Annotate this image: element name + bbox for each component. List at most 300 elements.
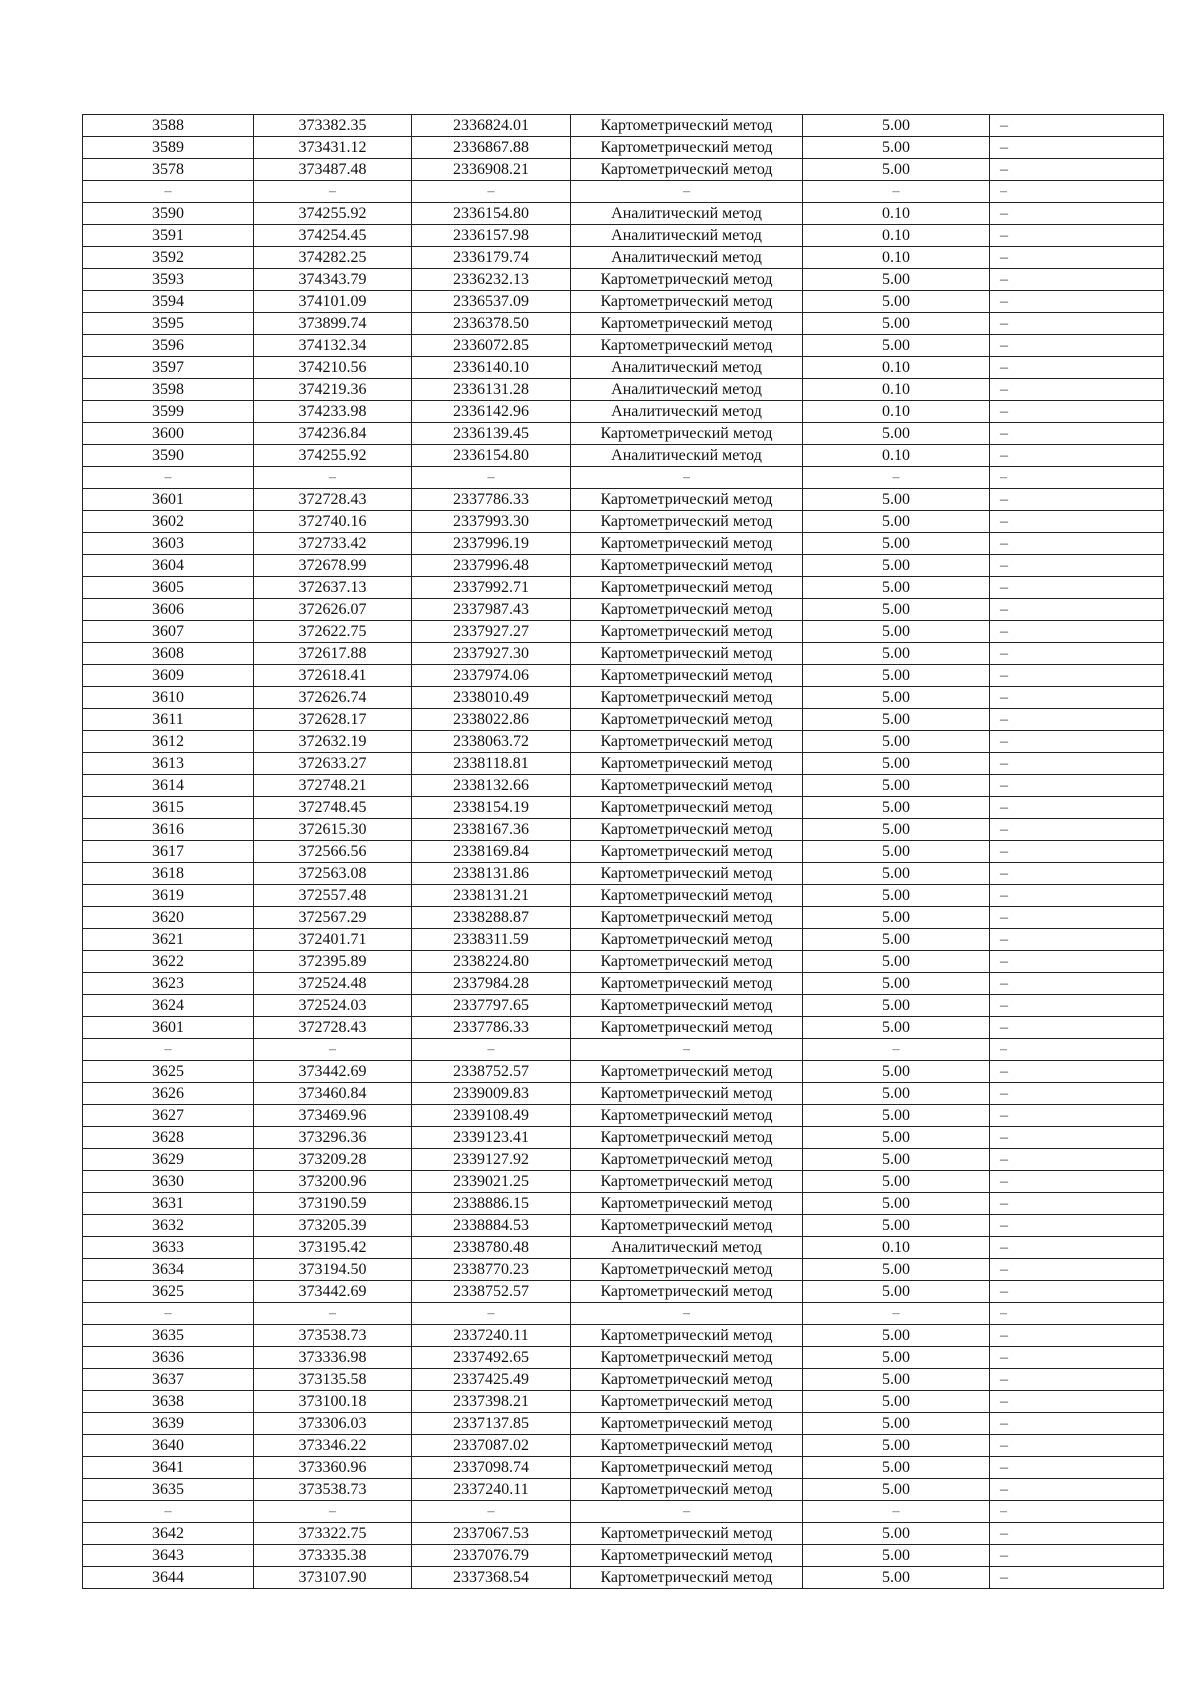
table-row xyxy=(83,225,1164,247)
point-number-cell: 3605 xyxy=(83,577,254,599)
method-cell: Аналитический метод xyxy=(571,445,803,467)
point-number-cell: 3617 xyxy=(83,841,254,863)
note-cell: – xyxy=(990,423,1164,445)
note-cell: – xyxy=(990,1083,1164,1105)
y-coordinate-cell: 2339009.83 xyxy=(412,1083,571,1105)
table-row xyxy=(83,181,1164,203)
x-coordinate-cell: 373335.38 xyxy=(254,1545,412,1567)
method-cell: Картометрический метод xyxy=(571,1369,803,1391)
accuracy-cell: 5.00 xyxy=(803,665,990,687)
x-coordinate-cell: 372626.74 xyxy=(254,687,412,709)
method-cell: – xyxy=(571,1501,803,1523)
x-coordinate-cell: 372728.43 xyxy=(254,489,412,511)
table-row xyxy=(83,841,1164,863)
x-coordinate-cell: 373322.75 xyxy=(254,1523,412,1545)
table-row xyxy=(83,1567,1164,1589)
table-row xyxy=(83,1325,1164,1347)
method-cell: Картометрический метод xyxy=(571,1083,803,1105)
y-coordinate-cell: 2336154.80 xyxy=(412,445,571,467)
table-row xyxy=(83,797,1164,819)
accuracy-cell: 5.00 xyxy=(803,1567,990,1589)
y-coordinate-cell: 2338288.87 xyxy=(412,907,571,929)
x-coordinate-cell: 372566.56 xyxy=(254,841,412,863)
accuracy-cell: 0.10 xyxy=(803,247,990,269)
method-cell: Картометрический метод xyxy=(571,863,803,885)
table-row xyxy=(83,929,1164,951)
point-number-cell: 3642 xyxy=(83,1523,254,1545)
point-number-cell: – xyxy=(83,1303,254,1325)
x-coordinate-cell: 374219.36 xyxy=(254,379,412,401)
point-number-cell: 3633 xyxy=(83,1237,254,1259)
y-coordinate-cell: 2337786.33 xyxy=(412,1017,571,1039)
method-cell: Картометрический метод xyxy=(571,1545,803,1567)
accuracy-cell: 5.00 xyxy=(803,313,990,335)
point-number-cell: 3594 xyxy=(83,291,254,313)
method-cell: Картометрический метод xyxy=(571,973,803,995)
method-cell: Картометрический метод xyxy=(571,1457,803,1479)
table-row xyxy=(83,1281,1164,1303)
x-coordinate-cell: 372633.27 xyxy=(254,753,412,775)
table-row xyxy=(83,1369,1164,1391)
y-coordinate-cell: 2338752.57 xyxy=(412,1061,571,1083)
y-coordinate-cell: 2338169.84 xyxy=(412,841,571,863)
point-number-cell: 3636 xyxy=(83,1347,254,1369)
accuracy-cell: 5.00 xyxy=(803,489,990,511)
accuracy-cell: 5.00 xyxy=(803,1127,990,1149)
accuracy-cell: 5.00 xyxy=(803,709,990,731)
note-cell: – xyxy=(990,1039,1164,1061)
table-row xyxy=(83,379,1164,401)
table-row xyxy=(83,709,1164,731)
accuracy-cell: 5.00 xyxy=(803,291,990,313)
note-cell: – xyxy=(990,511,1164,533)
x-coordinate-cell: 372563.08 xyxy=(254,863,412,885)
note-cell: – xyxy=(990,181,1164,203)
note-cell: – xyxy=(990,115,1164,137)
method-cell: Картометрический метод xyxy=(571,1127,803,1149)
accuracy-cell: 5.00 xyxy=(803,995,990,1017)
x-coordinate-cell: 373487.48 xyxy=(254,159,412,181)
table-row xyxy=(83,687,1164,709)
method-cell: Аналитический метод xyxy=(571,379,803,401)
x-coordinate-cell: 372740.16 xyxy=(254,511,412,533)
note-cell: – xyxy=(990,313,1164,335)
y-coordinate-cell: 2337987.43 xyxy=(412,599,571,621)
point-number-cell: 3603 xyxy=(83,533,254,555)
note-cell: – xyxy=(990,1413,1164,1435)
table-row xyxy=(83,203,1164,225)
accuracy-cell: 5.00 xyxy=(803,423,990,445)
note-cell: – xyxy=(990,291,1164,313)
point-number-cell: 3601 xyxy=(83,489,254,511)
x-coordinate-cell: 373346.22 xyxy=(254,1435,412,1457)
y-coordinate-cell: 2338770.23 xyxy=(412,1259,571,1281)
table-row xyxy=(83,1259,1164,1281)
y-coordinate-cell: 2338022.86 xyxy=(412,709,571,731)
note-cell: – xyxy=(990,203,1164,225)
note-cell: – xyxy=(990,1215,1164,1237)
point-number-cell: 3631 xyxy=(83,1193,254,1215)
note-cell: – xyxy=(990,1149,1164,1171)
point-number-cell: – xyxy=(83,1039,254,1061)
note-cell: – xyxy=(990,269,1164,291)
table-row xyxy=(83,1545,1164,1567)
accuracy-cell: 5.00 xyxy=(803,1523,990,1545)
x-coordinate-cell: 372524.48 xyxy=(254,973,412,995)
method-cell: Картометрический метод xyxy=(571,907,803,929)
accuracy-cell: 0.10 xyxy=(803,379,990,401)
table-row xyxy=(83,1413,1164,1435)
method-cell: Картометрический метод xyxy=(571,599,803,621)
table-row xyxy=(83,621,1164,643)
method-cell: Картометрический метод xyxy=(571,1325,803,1347)
method-cell: Картометрический метод xyxy=(571,995,803,1017)
point-number-cell: 3641 xyxy=(83,1457,254,1479)
point-number-cell: 3593 xyxy=(83,269,254,291)
y-coordinate-cell: 2338154.19 xyxy=(412,797,571,819)
accuracy-cell: 5.00 xyxy=(803,269,990,291)
table-row xyxy=(83,1479,1164,1501)
point-number-cell: 3596 xyxy=(83,335,254,357)
x-coordinate-cell: 373107.90 xyxy=(254,1567,412,1589)
point-number-cell: 3615 xyxy=(83,797,254,819)
table-row xyxy=(83,1149,1164,1171)
x-coordinate-cell: 372567.29 xyxy=(254,907,412,929)
note-cell: – xyxy=(990,335,1164,357)
x-coordinate-cell: 373135.58 xyxy=(254,1369,412,1391)
point-number-cell: 3592 xyxy=(83,247,254,269)
method-cell: Картометрический метод xyxy=(571,929,803,951)
y-coordinate-cell: 2338131.86 xyxy=(412,863,571,885)
point-number-cell: 3634 xyxy=(83,1259,254,1281)
point-number-cell: 3629 xyxy=(83,1149,254,1171)
y-coordinate-cell: 2338752.57 xyxy=(412,1281,571,1303)
note-cell: – xyxy=(990,731,1164,753)
y-coordinate-cell: 2338010.49 xyxy=(412,687,571,709)
point-number-cell: 3625 xyxy=(83,1061,254,1083)
x-coordinate-cell: 373190.59 xyxy=(254,1193,412,1215)
note-cell: – xyxy=(990,137,1164,159)
accuracy-cell: 5.00 xyxy=(803,1017,990,1039)
note-cell: – xyxy=(990,841,1164,863)
table-row xyxy=(83,885,1164,907)
y-coordinate-cell: – xyxy=(412,467,571,489)
table-row xyxy=(83,247,1164,269)
x-coordinate-cell: – xyxy=(254,1039,412,1061)
accuracy-cell: 5.00 xyxy=(803,1171,990,1193)
y-coordinate-cell: 2336157.98 xyxy=(412,225,571,247)
point-number-cell: 3622 xyxy=(83,951,254,973)
note-cell: – xyxy=(990,1259,1164,1281)
point-number-cell: 3614 xyxy=(83,775,254,797)
x-coordinate-cell: 374343.79 xyxy=(254,269,412,291)
point-number-cell: 3601 xyxy=(83,1017,254,1039)
accuracy-cell: 5.00 xyxy=(803,731,990,753)
y-coordinate-cell: 2337240.11 xyxy=(412,1325,571,1347)
y-coordinate-cell: – xyxy=(412,181,571,203)
note-cell: – xyxy=(990,467,1164,489)
point-number-cell: 3578 xyxy=(83,159,254,181)
x-coordinate-cell: – xyxy=(254,1501,412,1523)
x-coordinate-cell: 373296.36 xyxy=(254,1127,412,1149)
table-row xyxy=(83,1017,1164,1039)
method-cell: Картометрический метод xyxy=(571,819,803,841)
x-coordinate-cell: 374236.84 xyxy=(254,423,412,445)
point-number-cell: – xyxy=(83,1501,254,1523)
note-cell: – xyxy=(990,1567,1164,1589)
point-number-cell: 3623 xyxy=(83,973,254,995)
table-row xyxy=(83,115,1164,137)
point-number-cell: 3644 xyxy=(83,1567,254,1589)
point-number-cell: 3589 xyxy=(83,137,254,159)
table-row xyxy=(83,1435,1164,1457)
table-row xyxy=(83,863,1164,885)
method-cell: Картометрический метод xyxy=(571,1523,803,1545)
note-cell: – xyxy=(990,973,1164,995)
note-cell: – xyxy=(990,1193,1164,1215)
method-cell: Картометрический метод xyxy=(571,1193,803,1215)
accuracy-cell: 5.00 xyxy=(803,1325,990,1347)
accuracy-cell: 5.00 xyxy=(803,1083,990,1105)
y-coordinate-cell: – xyxy=(412,1039,571,1061)
x-coordinate-cell: 373538.73 xyxy=(254,1325,412,1347)
note-cell: – xyxy=(990,797,1164,819)
note-cell: – xyxy=(990,1501,1164,1523)
accuracy-cell: 5.00 xyxy=(803,819,990,841)
accuracy-cell: 5.00 xyxy=(803,1457,990,1479)
y-coordinate-cell: 2338224.80 xyxy=(412,951,571,973)
table-row xyxy=(83,951,1164,973)
point-number-cell: 3637 xyxy=(83,1369,254,1391)
y-coordinate-cell: 2337984.28 xyxy=(412,973,571,995)
x-coordinate-cell: 373306.03 xyxy=(254,1413,412,1435)
accuracy-cell: 0.10 xyxy=(803,225,990,247)
point-number-cell: 3602 xyxy=(83,511,254,533)
x-coordinate-cell: 373442.69 xyxy=(254,1281,412,1303)
x-coordinate-cell: 373100.18 xyxy=(254,1391,412,1413)
y-coordinate-cell: 2337927.30 xyxy=(412,643,571,665)
accuracy-cell: 5.00 xyxy=(803,753,990,775)
y-coordinate-cell: 2337996.19 xyxy=(412,533,571,555)
accuracy-cell: 5.00 xyxy=(803,1061,990,1083)
note-cell: – xyxy=(990,379,1164,401)
table-row xyxy=(83,335,1164,357)
method-cell: Картометрический метод xyxy=(571,313,803,335)
accuracy-cell: 5.00 xyxy=(803,1149,990,1171)
table-row xyxy=(83,907,1164,929)
point-number-cell: 3635 xyxy=(83,1325,254,1347)
table-row xyxy=(83,533,1164,555)
table-row xyxy=(83,159,1164,181)
note-cell: – xyxy=(990,1457,1164,1479)
x-coordinate-cell: 372632.19 xyxy=(254,731,412,753)
x-coordinate-cell: 372615.30 xyxy=(254,819,412,841)
method-cell: Картометрический метод xyxy=(571,885,803,907)
accuracy-cell: 5.00 xyxy=(803,335,990,357)
y-coordinate-cell: 2338063.72 xyxy=(412,731,571,753)
accuracy-cell: 5.00 xyxy=(803,1347,990,1369)
accuracy-cell: 5.00 xyxy=(803,1259,990,1281)
note-cell: – xyxy=(990,753,1164,775)
note-cell: – xyxy=(990,489,1164,511)
method-cell: Картометрический метод xyxy=(571,687,803,709)
note-cell: – xyxy=(990,533,1164,555)
y-coordinate-cell: 2338311.59 xyxy=(412,929,571,951)
x-coordinate-cell: 372678.99 xyxy=(254,555,412,577)
y-coordinate-cell: 2337425.49 xyxy=(412,1369,571,1391)
point-number-cell: 3612 xyxy=(83,731,254,753)
point-number-cell: 3608 xyxy=(83,643,254,665)
table-row xyxy=(83,1391,1164,1413)
method-cell: Аналитический метод xyxy=(571,247,803,269)
x-coordinate-cell: 373194.50 xyxy=(254,1259,412,1281)
note-cell: – xyxy=(990,401,1164,423)
y-coordinate-cell: 2338131.21 xyxy=(412,885,571,907)
y-coordinate-cell: 2336142.96 xyxy=(412,401,571,423)
note-cell: – xyxy=(990,1281,1164,1303)
accuracy-cell: 5.00 xyxy=(803,951,990,973)
note-cell: – xyxy=(990,907,1164,929)
method-cell: Картометрический метод xyxy=(571,1281,803,1303)
x-coordinate-cell: 372628.17 xyxy=(254,709,412,731)
method-cell: Аналитический метод xyxy=(571,1237,803,1259)
accuracy-cell: 5.00 xyxy=(803,929,990,951)
note-cell: – xyxy=(990,687,1164,709)
x-coordinate-cell: 372728.43 xyxy=(254,1017,412,1039)
point-number-cell: 3620 xyxy=(83,907,254,929)
x-coordinate-cell: 373899.74 xyxy=(254,313,412,335)
method-cell: – xyxy=(571,1039,803,1061)
note-cell: – xyxy=(990,599,1164,621)
y-coordinate-cell: 2337993.30 xyxy=(412,511,571,533)
accuracy-cell: – xyxy=(803,467,990,489)
x-coordinate-cell: 373360.96 xyxy=(254,1457,412,1479)
x-coordinate-cell: 372748.21 xyxy=(254,775,412,797)
y-coordinate-cell: 2337797.65 xyxy=(412,995,571,1017)
accuracy-cell: 5.00 xyxy=(803,841,990,863)
point-number-cell: 3630 xyxy=(83,1171,254,1193)
method-cell: Картометрический метод xyxy=(571,115,803,137)
point-number-cell: 3591 xyxy=(83,225,254,247)
point-number-cell: 3625 xyxy=(83,1281,254,1303)
table-row xyxy=(83,1303,1164,1325)
y-coordinate-cell: 2338884.53 xyxy=(412,1215,571,1237)
table-row xyxy=(83,423,1164,445)
x-coordinate-cell: 372557.48 xyxy=(254,885,412,907)
accuracy-cell: 5.00 xyxy=(803,885,990,907)
table-row xyxy=(83,357,1164,379)
note-cell: – xyxy=(990,995,1164,1017)
method-cell: Картометрический метод xyxy=(571,577,803,599)
accuracy-cell: 5.00 xyxy=(803,797,990,819)
table-row xyxy=(83,577,1164,599)
accuracy-cell: 5.00 xyxy=(803,775,990,797)
accuracy-cell: 5.00 xyxy=(803,863,990,885)
point-number-cell: 3626 xyxy=(83,1083,254,1105)
method-cell: Картометрический метод xyxy=(571,1105,803,1127)
y-coordinate-cell: 2338132.66 xyxy=(412,775,571,797)
table-row xyxy=(83,995,1164,1017)
table-row xyxy=(83,1193,1164,1215)
accuracy-cell: 5.00 xyxy=(803,533,990,555)
accuracy-cell: 5.00 xyxy=(803,1281,990,1303)
x-coordinate-cell: 372748.45 xyxy=(254,797,412,819)
note-cell: – xyxy=(990,1303,1164,1325)
note-cell: – xyxy=(990,159,1164,181)
note-cell: – xyxy=(990,951,1164,973)
note-cell: – xyxy=(990,1237,1164,1259)
y-coordinate-cell: 2337996.48 xyxy=(412,555,571,577)
y-coordinate-cell: 2339127.92 xyxy=(412,1149,571,1171)
point-number-cell: 3632 xyxy=(83,1215,254,1237)
point-number-cell: 3624 xyxy=(83,995,254,1017)
point-number-cell: 3609 xyxy=(83,665,254,687)
note-cell: – xyxy=(990,1017,1164,1039)
method-cell: Картометрический метод xyxy=(571,951,803,973)
y-coordinate-cell: 2339021.25 xyxy=(412,1171,571,1193)
note-cell: – xyxy=(990,819,1164,841)
y-coordinate-cell: 2336139.45 xyxy=(412,423,571,445)
x-coordinate-cell: 373209.28 xyxy=(254,1149,412,1171)
y-coordinate-cell: 2337137.85 xyxy=(412,1413,571,1435)
table-row xyxy=(83,555,1164,577)
point-number-cell: – xyxy=(83,181,254,203)
x-coordinate-cell: 374132.34 xyxy=(254,335,412,357)
accuracy-cell: – xyxy=(803,1303,990,1325)
point-number-cell: 3595 xyxy=(83,313,254,335)
point-number-cell: 3588 xyxy=(83,115,254,137)
table-row xyxy=(83,489,1164,511)
y-coordinate-cell: 2338167.36 xyxy=(412,819,571,841)
y-coordinate-cell: 2336378.50 xyxy=(412,313,571,335)
note-cell: – xyxy=(990,643,1164,665)
table-row xyxy=(83,753,1164,775)
accuracy-cell: 5.00 xyxy=(803,115,990,137)
x-coordinate-cell: 372617.88 xyxy=(254,643,412,665)
accuracy-cell: 5.00 xyxy=(803,907,990,929)
method-cell: Картометрический метод xyxy=(571,665,803,687)
note-cell: – xyxy=(990,445,1164,467)
note-cell: – xyxy=(990,1171,1164,1193)
method-cell: Картометрический метод xyxy=(571,621,803,643)
table-row xyxy=(83,1061,1164,1083)
y-coordinate-cell: 2337067.53 xyxy=(412,1523,571,1545)
method-cell: Картометрический метод xyxy=(571,1171,803,1193)
y-coordinate-cell: 2337368.54 xyxy=(412,1567,571,1589)
method-cell: Картометрический метод xyxy=(571,1215,803,1237)
x-coordinate-cell: 373382.35 xyxy=(254,115,412,137)
accuracy-cell: 5.00 xyxy=(803,1215,990,1237)
table-row xyxy=(83,137,1164,159)
x-coordinate-cell: 373442.69 xyxy=(254,1061,412,1083)
method-cell: Картометрический метод xyxy=(571,423,803,445)
x-coordinate-cell: 373205.39 xyxy=(254,1215,412,1237)
y-coordinate-cell: 2339108.49 xyxy=(412,1105,571,1127)
note-cell: – xyxy=(990,1061,1164,1083)
point-number-cell: 3628 xyxy=(83,1127,254,1149)
table-row xyxy=(83,819,1164,841)
table-row xyxy=(83,269,1164,291)
table-row xyxy=(83,731,1164,753)
note-cell: – xyxy=(990,1369,1164,1391)
x-coordinate-cell: 374101.09 xyxy=(254,291,412,313)
method-cell: Картометрический метод xyxy=(571,1435,803,1457)
y-coordinate-cell: 2336824.01 xyxy=(412,115,571,137)
coordinates-table xyxy=(82,114,1164,1589)
x-coordinate-cell: 373195.42 xyxy=(254,1237,412,1259)
table-row xyxy=(83,1347,1164,1369)
point-number-cell: 3604 xyxy=(83,555,254,577)
